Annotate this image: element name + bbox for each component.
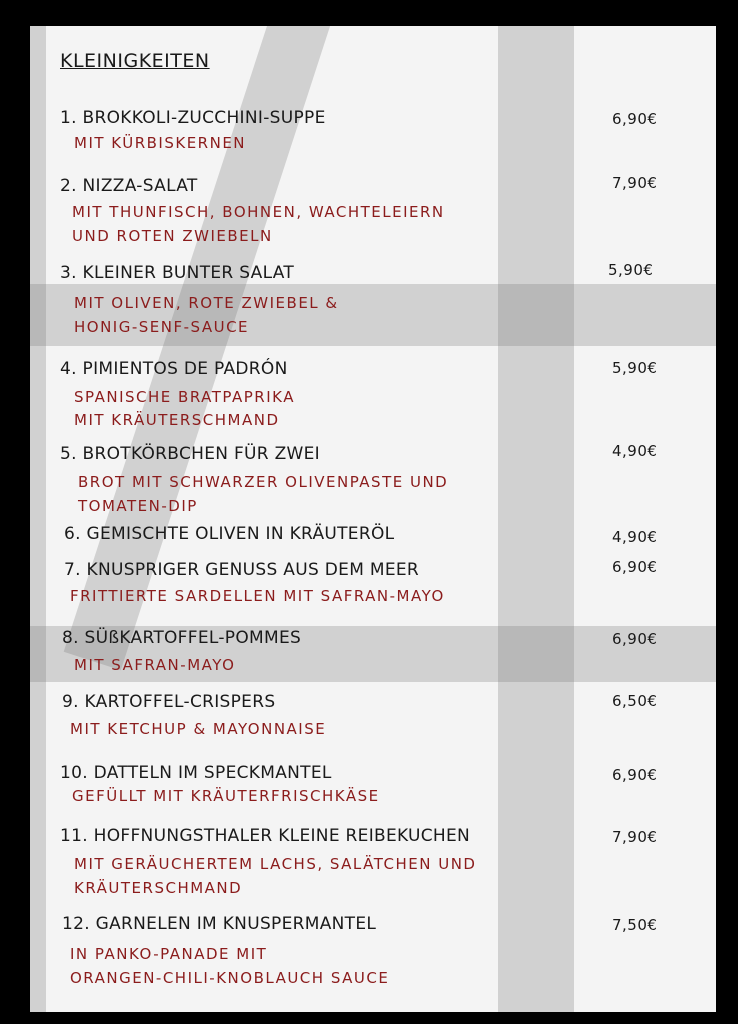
menu-title: KLEINIGKEITEN — [60, 50, 210, 72]
item-1-name: 1. BROKKOLI-ZUCCHINI-SUPPE — [60, 108, 326, 128]
item-2-desc-2: UND ROTEN ZWIEBELN — [72, 227, 273, 245]
item-2-price: 7,90€ — [612, 174, 658, 192]
item-12-name: 12. GARNELEN IM KNUSPERMANTEL — [62, 914, 377, 934]
item-9-name: 9. KARTOFFEL-CRISPERS — [62, 692, 276, 712]
item-3-desc-2: HONIG-SENF-SAUCE — [74, 318, 250, 336]
item-8-name: 8. SÜßKARTOFFEL-POMMES — [62, 628, 302, 648]
item-7-desc-1: FRITTIERTE SARDELLEN MIT SAFRAN-MAYO — [70, 587, 445, 605]
item-10-name: 10. DATTELN IM SPECKMANTEL — [60, 763, 332, 783]
item-9-desc-1: MIT KETCHUP & MAYONNAISE — [70, 720, 327, 738]
item-10-desc-1: GEFÜLLT MIT KRÄUTERFRISCHKÄSE — [72, 787, 380, 805]
item-4-name: 4. PIMIENTOS DE PADRÓN — [60, 359, 288, 379]
item-11-desc-1: MIT GERÄUCHERTEM LACHS, SALÄTCHEN UND — [74, 855, 477, 873]
item-6-name: 6. GEMISCHTE OLIVEN IN KRÄUTERÖL — [64, 524, 395, 544]
menu-page — [30, 26, 716, 1012]
item-5-name: 5. BROTKÖRBCHEN FÜR ZWEI — [60, 444, 320, 464]
item-4-desc-1: SPANISCHE BRATPAPRIKA — [74, 388, 295, 406]
item-4-price: 5,90€ — [612, 359, 658, 377]
item-3-price: 5,90€ — [608, 261, 654, 279]
item-11-name: 11. HOFFNUNGSTHALER KLEINE REIBEKUCHEN — [60, 826, 471, 846]
item-9-price: 6,50€ — [612, 692, 658, 710]
item-5-desc-1: BROT MIT SCHWARZER OLIVENPASTE UND — [78, 473, 449, 491]
item-8-price: 6,90€ — [612, 630, 658, 648]
item-3-desc-1: MIT OLIVEN, ROTE ZWIEBEL & — [74, 294, 339, 312]
item-12-desc-2: ORANGEN-CHILI-KNOBLAUCH SAUCE — [70, 969, 390, 987]
item-12-desc-1: IN PANKO-PANADE MIT — [70, 945, 268, 963]
item-8-desc-1: MIT SAFRAN-MAYO — [74, 656, 236, 674]
item-11-price: 7,90€ — [612, 828, 658, 846]
item-1-desc-1: MIT KÜRBISKERNEN — [74, 134, 247, 152]
item-1-price: 6,90€ — [612, 110, 658, 128]
item-11-desc-2: KRÄUTERSCHMAND — [74, 879, 243, 897]
item-3-name: 3. KLEINER BUNTER SALAT — [60, 263, 295, 283]
item-4-desc-2: MIT KRÄUTERSCHMAND — [74, 411, 280, 429]
item-10-price: 6,90€ — [612, 766, 658, 784]
item-5-desc-2: TOMATEN-DIP — [78, 497, 198, 515]
item-5-price: 4,90€ — [612, 442, 658, 460]
item-7-name: 7. KNUSPRIGER GENUSS AUS DEM MEER — [64, 560, 420, 580]
menu-content — [30, 26, 716, 1012]
item-7-price: 6,90€ — [612, 558, 658, 576]
item-2-name: 2. NIZZA-SALAT — [60, 176, 198, 196]
item-6-price: 4,90€ — [612, 528, 658, 546]
item-2-desc-1: MIT THUNFISCH, BOHNEN, WACHTELEIERN — [72, 203, 445, 221]
item-12-price: 7,50€ — [612, 916, 658, 934]
